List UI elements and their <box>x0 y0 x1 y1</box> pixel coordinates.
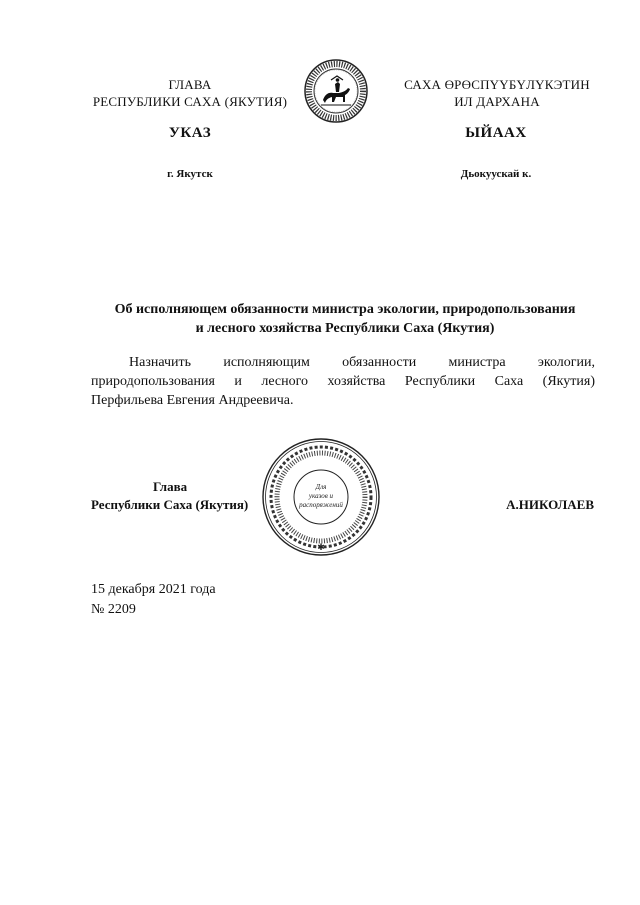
decree-body <box>91 353 595 410</box>
seal-star-icon: ✱ <box>317 542 325 552</box>
decree-body-line3: Перфильева Евгения Андреевича. <box>91 393 294 408</box>
header-left-line2: РЕСПУБЛИКИ САХА (ЯКУТИЯ) <box>92 94 288 109</box>
seal-inner-line2: указов и <box>308 492 334 500</box>
decree-number: № 2209 <box>91 602 136 617</box>
seal-inner-line1: Для <box>315 483 327 491</box>
signature-position-line1: Глава <box>153 479 188 494</box>
decree-date: 15 декабря 2021 года <box>91 582 216 597</box>
place-ru: г. Якутск <box>167 168 213 180</box>
decree-body-line1: Назначить исполняющим обязанности министра экологии, <box>129 355 595 370</box>
decree-title <box>80 300 610 338</box>
header-left-line1: ГЛАВА <box>168 77 212 92</box>
seal-inner-line3: распоряжений <box>299 501 343 509</box>
signature-position-line2: Республики Саха (Якутия) <box>91 497 249 512</box>
decree-title-line1: Об исполняющем обязанности министра экологии, природопользования <box>114 302 576 317</box>
header-right <box>384 76 610 110</box>
decree-body-line2: природопользования и лесного хозяйства Республики Саха (Якутия) <box>91 374 595 389</box>
coat-of-arms-emblem <box>303 58 369 124</box>
signature-name: А.НИКОЛАЕВ <box>506 497 594 512</box>
doc-type-ru: УКАЗ <box>168 125 212 141</box>
header-left <box>70 76 310 110</box>
header-right-line2: ИЛ ДАРХАНА <box>454 94 540 109</box>
signature-position <box>91 478 281 514</box>
doc-type-sah: ЫЙААХ <box>465 125 527 141</box>
place-sah: Дьокуускай к. <box>460 168 532 180</box>
header-right-line1: САХА ӨРӨСПҮҮБҮЛҮКЭТИН <box>404 77 590 92</box>
decree-footer <box>91 580 391 620</box>
emblem-icon <box>303 58 369 124</box>
decree-title-line2: и лесного хозяйства Республики Саха (Якутия) <box>195 321 495 336</box>
